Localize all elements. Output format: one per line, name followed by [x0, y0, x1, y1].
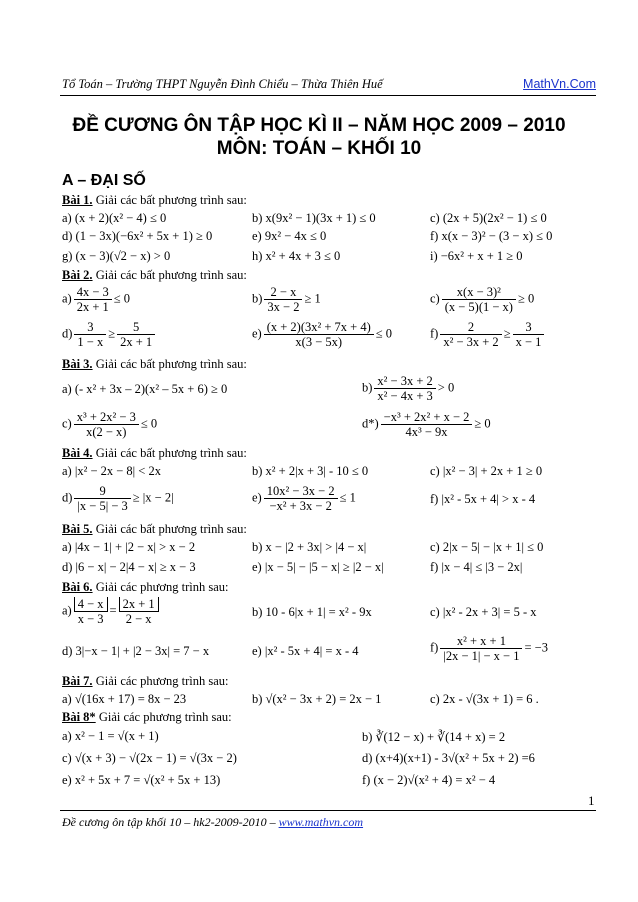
bai1-row1	[62, 211, 602, 229]
footer-rule	[60, 810, 596, 811]
bai5-row1	[62, 540, 602, 558]
header-rule	[60, 95, 596, 96]
bai6-row1	[62, 597, 602, 631]
bai3-item-d: d*) $\frac{\text{−x³ + 2x² + x − 2}}{\text{4x³ − 9x}}$ ≥ 0	[362, 410, 491, 439]
bai1-row2	[62, 229, 602, 247]
bai3-row2	[62, 410, 602, 444]
bai7-heading: Bài 7. Giải các phương trình sau:	[62, 674, 229, 688]
bai4-row1	[62, 464, 602, 482]
bai7-item: b) √(x² − 3x + 2) = 2x − 1	[252, 692, 382, 706]
bai1-item: e) 9x² − 4x ≤ 0	[252, 229, 327, 243]
section-heading: A – ĐẠI SỐ	[62, 172, 146, 189]
bai6-row2	[62, 634, 602, 668]
bai4-row2	[62, 484, 602, 518]
bai1-item: a) (x + 2)(x² − 4) ≤ 0	[62, 211, 167, 225]
doc-subtitle: MÔN: TOÁN – KHỐI 10	[216, 138, 422, 159]
bai8-item: e) x² + 5x + 7 = √(x² + 5x + 13)	[62, 773, 221, 787]
bai2-item-b: b) $\frac{2 - x}{3x - 2}$ ≥ 1	[252, 285, 321, 314]
header-school: Tổ Toán – Trường THPT Nguyễn Đình Chiểu – Thừa Thiên Huế	[62, 77, 383, 91]
bai7-row1	[62, 692, 602, 710]
bai8-heading: Bài 8* Giải các phương trình sau:	[62, 710, 232, 724]
bai1-item: d) (1 − 3x)(−6x² + 5x + 1) ≥ 0	[62, 229, 213, 243]
bai4-item: c) |x² − 3| + 2x + 1 ≥ 0	[430, 464, 543, 478]
bai8-item: a) x² − 1 = √(x + 1)	[62, 729, 159, 743]
bai6-heading: Bài 6. Giải các phương trình sau:	[62, 580, 229, 594]
bai8-row2	[62, 751, 602, 769]
footer-link[interactable]: www.mathvn.com	[278, 815, 364, 829]
bai2-item-f: f) $\frac{2}{\text{x² − 3x + 2}}$ ≥ $\frac{3}{x - 1}$	[430, 320, 546, 349]
bai3-item-a: a) (- x² + 3x – 2)(x² – 5x + 6) ≥ 0	[62, 382, 228, 396]
bai3-row1	[62, 374, 602, 408]
doc-title: ĐỀ CƯƠNG ÔN TẬP HỌC KÌ II – NĂM HỌC 2009 – 2010	[72, 115, 566, 136]
bai6-item-b: b) 10 - 6|x + 1| = x² - 9x	[252, 605, 372, 619]
bai5-item: f) |x − 4| ≤ |3 − 2x|	[430, 560, 523, 574]
bai4-item-e: e) $\frac{\text{10x² − 3x − 2}}{\text{−x² + 3x − 2}}$ ≤ 1	[252, 484, 356, 513]
bai5-item: e) |x − 5| − |5 − x| ≥ |2 − x|	[252, 560, 384, 574]
running-header	[62, 77, 596, 92]
bai1-item: h) x² + 4x + 3 ≤ 0	[252, 249, 341, 263]
bai2-row2	[62, 320, 602, 354]
footer-text: Đề cương ôn tập khối 10 – hk2-2009-2010 –	[62, 815, 279, 829]
bai8-item: b) ∛(12 − x) + ∛(14 + x) = 2	[362, 730, 506, 744]
bai5-row2	[62, 560, 602, 578]
bai6-item-f: f) $\frac{\text{x² + x + 1}}{|2x - 1| - x - 1}$ = −3	[430, 634, 548, 663]
header-site-link[interactable]: MathVn.Com	[523, 77, 596, 91]
bai8-item: c) √(x + 3) − √(2x − 1) = √(3x − 2)	[62, 751, 237, 765]
bai7-item: a) √(16x + 17) = 8x − 23	[62, 692, 187, 706]
bai1-heading: Bài 1. Giải các bất phương trình sau:	[62, 193, 247, 207]
page-number: 1	[588, 793, 595, 808]
bai5-item: a) |4x − 1| + |2 − x| > x − 2	[62, 540, 196, 554]
bai2-heading: Bài 2. Giải các bất phương trình sau:	[62, 268, 247, 282]
bai1-item: b) x(9x² − 1)(3x + 1) ≤ 0	[252, 211, 376, 225]
bai6-item-c: c) |x² - 2x + 3| = 5 - x	[430, 605, 537, 619]
bai1-item: i) −6x² + x + 1 ≥ 0	[430, 249, 523, 263]
bai5-item: c) 2|x − 5| − |x + 1| ≤ 0	[430, 540, 544, 554]
bai1-row3	[62, 249, 602, 267]
bai8-row3	[62, 773, 602, 791]
bai5-item: b) x − |2 + 3x| > |4 − x|	[252, 540, 367, 554]
bai6-item-a: a) $\frac{4 - x}{x - 3}$ = $\frac{2x + 1}{2 - x}$	[62, 597, 161, 626]
bai1-item: f) x(x − 3)² − (3 − x) ≤ 0	[430, 229, 553, 243]
bai4-item: b) x² + 2|x + 3| - 10 ≤ 0	[252, 464, 369, 478]
footer	[62, 815, 363, 830]
bai6-item-e: e) |x² - 5x + 4| = x - 4	[252, 644, 359, 658]
bai1-item: g) (x − 3)(√2 − x) > 0	[62, 249, 171, 263]
bai1-item: c) (2x + 5)(2x² − 1) ≤ 0	[430, 211, 547, 225]
bai8-item: d) (x+4)(x+1) - 3√(x² + 5x + 2) =6	[362, 751, 535, 765]
bai2-item-c: c) $\frac{\text{x(x − 3)²}}{(x - 5)(1 - x)}$ ≥ 0	[430, 285, 535, 314]
bai2-item-e: e) $\frac{\text{(x + 2)(3x² + 7x + 4)}}{x(3 - 5x)}$ ≤ 0	[252, 320, 393, 349]
bai4-item-d: d) $\frac{9}{|x - 5| - 3}$ ≥ |x − 2|	[62, 484, 174, 513]
bai4-item-f: f) |x² - 5x + 4| > x - 4	[430, 492, 536, 506]
bai2-row1	[62, 285, 602, 319]
bai5-heading: Bài 5. Giải các bất phương trình sau:	[62, 522, 247, 536]
bai8-row1	[62, 729, 602, 747]
bai7-item: c) 2x - √(3x + 1) = 6 .	[430, 692, 539, 706]
bai6-item-d: d) 3|−x − 1| + |2 − 3x| = 7 − x	[62, 644, 210, 658]
bai4-item: a) |x² − 2x − 8| < 2x	[62, 464, 161, 478]
bai4-heading: Bài 4. Giải các bất phương trình sau:	[62, 446, 247, 460]
bai5-item: d) |6 − x| − 2|4 − x| ≥ x − 3	[62, 560, 196, 574]
bai3-item-b: b) $\frac{\text{x² − 3x + 2}}{\text{x² − 4x + 3}}$ > 0	[362, 374, 455, 403]
bai8-item: f) (x − 2)√(x² + 4) = x² − 4	[362, 773, 496, 787]
bai2-item-d: d) $\frac{3}{1 - x}$ ≥ $\frac{5}{2x + 1}$	[62, 320, 157, 349]
bai3-item-c: c) $\frac{\text{x³ + 2x² − 3}}{x(2 - x)}$ ≤ 0	[62, 410, 158, 439]
bai3-heading: Bài 3. Giải các bất phương trình sau:	[62, 357, 247, 371]
bai2-item-a: a) $\frac{4x - 3}{2x + 1}$ ≤ 0	[62, 285, 131, 314]
